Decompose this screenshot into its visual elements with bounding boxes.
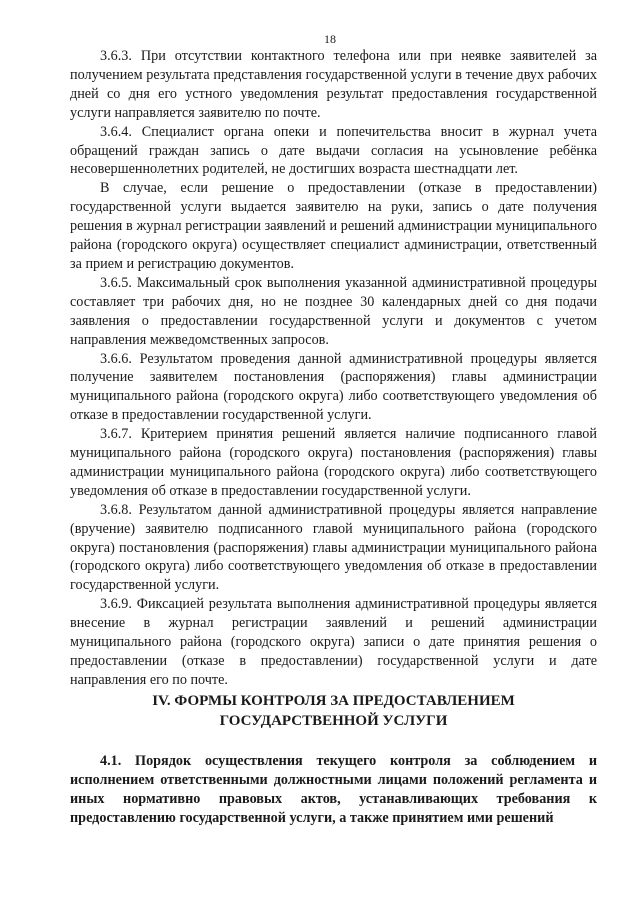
section-title-line-2: ГОСУДАРСТВЕННОЙ УСЛУГИ <box>219 712 448 729</box>
section-title <box>70 692 597 731</box>
paragraph-3-6-8: 3.6.8. Результатом данной административной процедуры является направление (вручение) заявителю подписанного главой муниципального района (городского округа) постановления (распоряжения) главы администрации муниципального района (городского округа) либо соответствующего уведомления об отказе в предоставлении государственной услуги. <box>70 501 597 594</box>
paragraph-decision-issued: В случае, если решение о предоставлении (отказе в предоставлении) государственной услуги выдается заявителю на руки, запись о дате получения решения в журнал регистрации заявлений и решений администрации муниципального района (городского округа) осуществляет специалист администрации, ответственный за прием и регистрацию документов. <box>70 180 597 272</box>
subsection-4-1-heading: 4.1. Порядок осуществления текущего контроля за соблюдением и исполнением ответственными должностными лицами положений регламента и иных нормативно правовых актов, устанавливающих требования к предоставлению государственной услуги, а также принятием ими решений <box>70 753 597 826</box>
paragraph-3-6-5: 3.6.5. Максимальный срок выполнения указанной административной процедуры составляет три рабочих дня, но не позднее 30 календарных дней со дня подачи заявления о предоставлении государственной услуги и документов с учетом направления межведомственных запросов. <box>70 274 597 348</box>
paragraph-3-6-4: 3.6.4. Специалист органа опеки и попечительства вносит в журнал учета обращений граждан запись о дате выдачи согласия на усыновление ребёнка несовершеннолетних родителей, не достигших возраста шестнадцати лет. <box>70 123 597 178</box>
page-number: 18 <box>324 32 336 46</box>
body-text <box>70 47 597 690</box>
paragraph-3-6-3: 3.6.3. При отсутствии контактного телефона или при неявке заявителей за получением результата представления государственной услуги в течение двух рабочих дней со дня его устного уведомления результат предоставления государственной услуги направляется заявителю по почте. <box>70 48 597 121</box>
paragraph-3-6-9: 3.6.9. Фиксацией результата выполнения административной процедуры является внесение в журнал регистрации заявлений и решений администрации муниципального района (городского округа) записи о дате принятия решения о предоставлении (отказе в предоставлении) государственной услуги и дате направления его по почте. <box>70 596 597 688</box>
section-title-line-1: IV. ФОРМЫ КОНТРОЛЯ ЗА ПРЕДОСТАВЛЕНИЕМ <box>152 693 515 709</box>
paragraph-3-6-6: 3.6.6. Результатом проведения данной административной процедуры является получение заявителем постановления (распоряжения) главы администрации муниципального района (городского округа) либо соответствующего уведомления об отказе в предоставлении государственной услуги. <box>70 350 597 424</box>
paragraph-3-6-7: 3.6.7. Критерием принятия решений является наличие подписанного главой муниципального района (городского округа) постановления (распоряжения) главы администрации муниципального района (городского округа) либо соответствующего уведомления об отказе в предоставлении государственной услуги. <box>70 426 597 499</box>
